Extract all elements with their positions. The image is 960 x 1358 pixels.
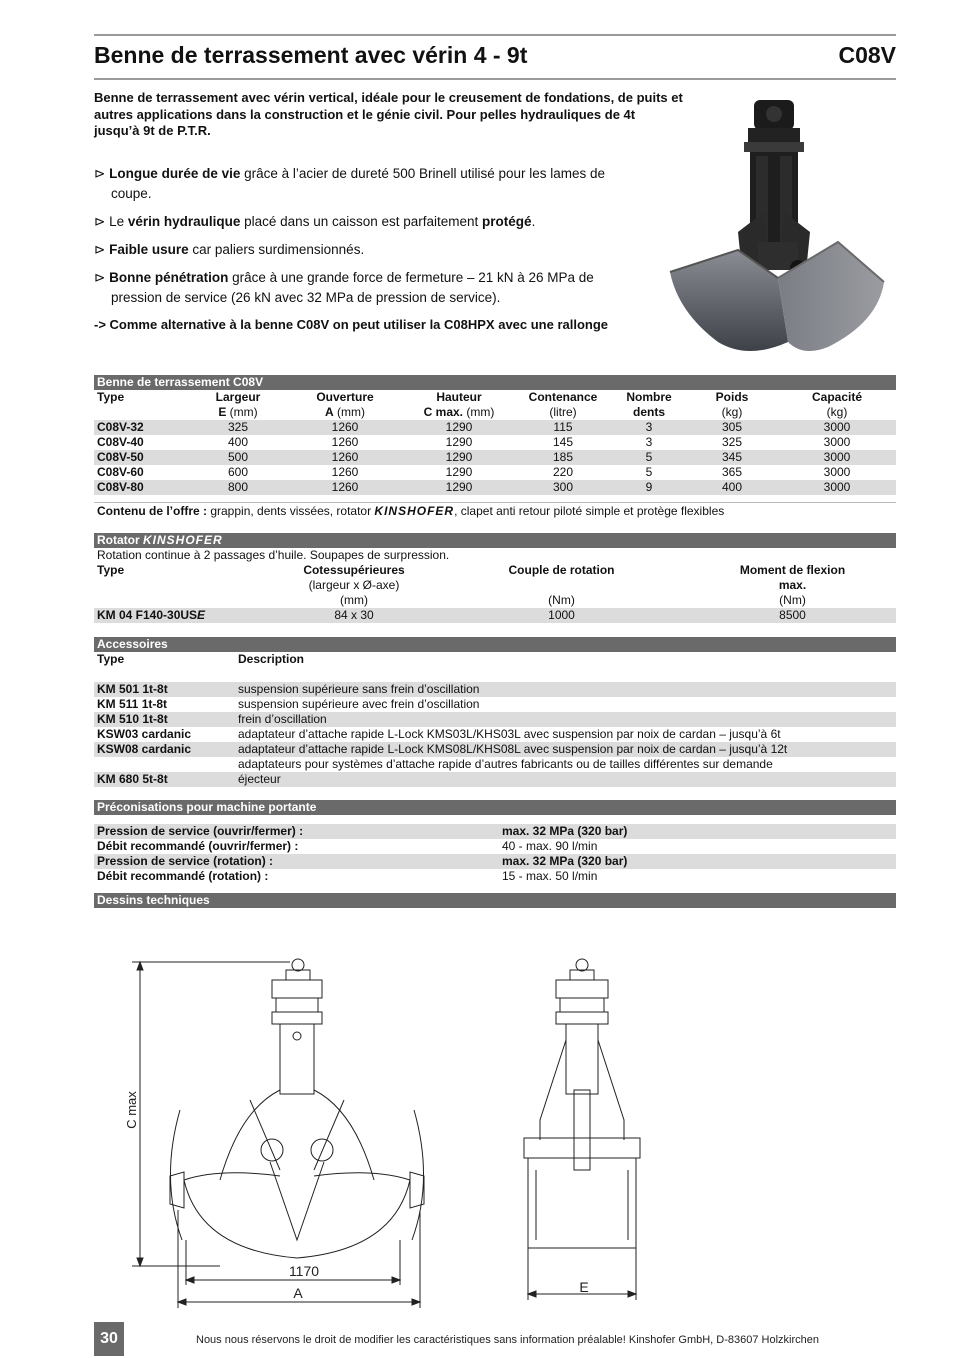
table-cell: 500 [190, 450, 286, 465]
col-header: Ouverture [316, 390, 374, 404]
accessory-type: KSW03 cardanic [97, 727, 192, 741]
table-cell: 305 [686, 420, 778, 435]
dim-label-e: E [579, 1279, 589, 1295]
model-type: C08V-80 [94, 480, 190, 495]
spec-label: Pression de service (ouvrir/fermer) : [94, 824, 499, 839]
table-cell: 115 [514, 420, 612, 435]
model-type: C08V-50 [94, 450, 190, 465]
table-cell: 145 [552, 435, 574, 449]
technical-drawing [100, 940, 660, 1320]
spec-label: Débit recommandé (rotation) : [97, 869, 269, 883]
bullet-marker-icon: ⊳ [94, 242, 106, 257]
table-cell: 400 [227, 435, 249, 449]
feature-item: ⊳ Bonne pénétration grâce à une grande force de fermeture – 21 kN à 26 MPa de pression de service (26 kN avec 32 MPa de pression de service). [94, 270, 594, 305]
dim-label-cmax: C max [124, 1091, 139, 1129]
table-cell: 1000 [434, 608, 689, 623]
brand-logo: KINSHOFER [143, 533, 223, 547]
feature-item: ⊳ Le vérin hydraulique placé dans un caisson est parfaitement protégé. [94, 214, 536, 229]
spec-value: 15 - max. 50 l/min [502, 869, 598, 883]
table-row [94, 772, 896, 787]
offer-contents: Contenu de l’offre : grappin, dents vissées, rotator KINSHOFER, clapet anti retour piloté simple et protège flexibles [97, 504, 725, 518]
col-header: Largeur [215, 390, 261, 404]
col-unit: (mm) [340, 593, 368, 607]
table-subheader-row [94, 593, 896, 608]
col-header: Nombre [626, 390, 672, 404]
table-cell: 3000 [778, 450, 896, 465]
table-row [94, 450, 896, 465]
accessory-description: éjecteur [235, 772, 896, 787]
accessory-description: adaptateur d’attache rapide L-Lock KMS03L/KHS03L avec suspension par noix de cardan – jusqu’à 6t [238, 727, 781, 741]
table-cell: 1290 [445, 465, 473, 479]
table-cell: 9 [612, 480, 686, 495]
accessory-type: KM 501 1t-8t [94, 682, 235, 697]
table-cell: 300 [514, 480, 612, 495]
table-header-row [94, 563, 896, 578]
table-header-row [94, 652, 896, 667]
table-cell: 325 [190, 420, 286, 435]
table-cell: 800 [190, 480, 286, 495]
accessory-description: adaptateur d’attache rapide L-Lock KMS08L/KHS08L avec suspension par noix de cardan – jusqu’à 12t [235, 742, 896, 757]
model-type: C08V-40 [97, 435, 144, 449]
col-header: Hauteur [436, 390, 482, 404]
table-cell: 3000 [823, 435, 851, 449]
dim-label-a: A [293, 1285, 303, 1301]
side-view-drawing [524, 959, 640, 1300]
table-cell: 325 [721, 435, 743, 449]
col-header: Moment de flexion [739, 563, 846, 577]
table-row [94, 435, 896, 450]
table-cell: 1260 [331, 465, 359, 479]
table-row [94, 712, 896, 727]
table-cell: 365 [721, 465, 743, 479]
col-header: Cotessupérieures [303, 563, 405, 577]
table-row [94, 480, 896, 495]
col-header: Poids [715, 390, 749, 404]
col-header: Type [97, 652, 125, 666]
spec-value: max. 32 MPa (320 bar) [499, 824, 896, 839]
col-unit: (Nm) [779, 593, 806, 607]
dim-label-1170: 1170 [288, 1263, 320, 1279]
table-row [94, 824, 896, 839]
alternative-note: -> Comme alternative à la benne C08V on peut utiliser la C08HPX avec une rallonge [94, 317, 609, 332]
table-cell: 3000 [778, 480, 896, 495]
table-row [94, 854, 896, 869]
intro-text: Benne de terrassement avec vérin vertical, idéale pour le creusement de fondations, de puits et autres applications dans la construction et le génie civil. Pour pelles hydrauliques de 4t jusqu’à 9t de P.T.R. [94, 90, 683, 138]
table-subheader-row [94, 405, 896, 420]
page-title: Benne de terrassement avec vérin 4 - 9t [94, 42, 528, 68]
accessory-type: KM 510 1t-8t [94, 712, 235, 727]
table-cell: 220 [552, 465, 574, 479]
col-header: Type [97, 563, 125, 577]
col-unit: dents [632, 405, 665, 419]
table-row [94, 757, 896, 772]
table-cell: 1290 [404, 420, 514, 435]
accessories-table [94, 652, 896, 787]
col-unit: (Nm) [548, 593, 575, 607]
table-cell: 84 x 30 [274, 608, 434, 623]
table-row [94, 420, 896, 435]
table-cell: 1260 [286, 480, 404, 495]
col-unit: A (mm) [325, 405, 365, 419]
rotator-description: Rotation continue à 2 passages d’huile. Soupapes de surpression. [97, 548, 450, 562]
col-unit: (kg) [721, 405, 743, 419]
table-row [94, 727, 896, 742]
spec-value: 40 - max. 90 l/min [502, 839, 598, 853]
accessory-type: KSW08 cardanic [94, 742, 235, 757]
col-unit: (kg) [826, 405, 848, 419]
table-row [94, 608, 896, 623]
brand-logo: KINSHOFER [374, 504, 455, 518]
col-unit: (litre) [549, 405, 577, 419]
table-cell: 3 [612, 420, 686, 435]
section-bar-benne: Benne de terrassement C08V [94, 375, 896, 390]
table-cell: 1260 [286, 450, 404, 465]
feature-item: ⊳ Faible usure car paliers surdimensionnés. [94, 242, 365, 257]
accessory-description: suspension supérieure sans frein d’oscillation [235, 682, 896, 697]
table-cell: 8500 [689, 608, 896, 623]
col-header: Description [238, 652, 305, 666]
table-cell: 3 [645, 435, 653, 449]
spec-label: Pression de service (rotation) : [94, 854, 499, 869]
section-bar-accessories: Accessoires [94, 637, 896, 652]
machine-table [94, 824, 896, 884]
title-rule [94, 78, 896, 80]
rotator-type: KM 04 F140-30USE [94, 608, 274, 623]
table-cell: 3000 [778, 420, 896, 435]
feature-list [94, 164, 634, 316]
section-bar-machine: Préconisations pour machine portante [94, 800, 896, 815]
col-unit: max. [778, 578, 807, 592]
accessory-type: KM 511 1t-8t [97, 697, 168, 711]
accessory-type [94, 757, 235, 772]
offer-rule [94, 502, 896, 503]
footer-disclaimer: Nous nous réservons le droit de modifier les caractéristiques sans information préalable! Kinshofer GmbH, D-83607 Holzkirchen [196, 1334, 820, 1346]
col-header: Capacité [811, 390, 863, 404]
bullet-marker-icon: ⊳ [94, 166, 106, 181]
table-header-row [94, 390, 896, 405]
rotator-table [94, 563, 896, 623]
bullet-marker-icon: ⊳ [94, 214, 106, 229]
table-cell: 400 [686, 480, 778, 495]
table-cell: 185 [514, 450, 612, 465]
accessory-description: suspension supérieure avec frein d’oscillation [238, 697, 480, 711]
table-subheader-row [94, 578, 896, 593]
model-type: C08V-60 [97, 465, 144, 479]
table-row [94, 839, 896, 854]
model-type: C08V-32 [94, 420, 190, 435]
bullet-marker-icon: ⊳ [94, 270, 106, 285]
section-bar-rotator: Rotator KINSHOFER [94, 533, 896, 548]
front-view-drawing [132, 959, 424, 1308]
table-cell: 1260 [331, 435, 359, 449]
col-unit: C max. (mm) [423, 405, 495, 419]
page-number: 30 [94, 1322, 124, 1356]
accessory-description: adaptateurs pour systèmes d’attache rapide d’autres fabricants ou de tailles différentes sur demande [238, 757, 773, 771]
table-row [94, 682, 896, 697]
table-cell: 1290 [404, 480, 514, 495]
col-unit: E (mm) [218, 405, 258, 419]
table-row [94, 869, 896, 884]
feature-item: ⊳ Longue durée de vie grâce à l’acier de dureté 500 Brinell utilisé pour les lames de coupe. [94, 166, 606, 201]
col-header: Type [97, 390, 125, 404]
benne-table [94, 390, 896, 495]
product-code: C08V [838, 42, 896, 68]
table-row [94, 465, 896, 480]
table-row [94, 697, 896, 712]
table-cell: 1260 [286, 420, 404, 435]
top-rule [94, 34, 896, 36]
table-cell: 1290 [404, 450, 514, 465]
accessory-type: KM 680 5t-8t [94, 772, 235, 787]
spec-label: Débit recommandé (ouvrir/fermer) : [97, 839, 299, 853]
accessory-description: frein d’oscillation [235, 712, 896, 727]
table-cell: 345 [686, 450, 778, 465]
table-row [94, 742, 896, 757]
spec-value: max. 32 MPa (320 bar) [499, 854, 896, 869]
table-cell: 5 [612, 450, 686, 465]
section-bar-drawings: Dessins techniques [94, 893, 896, 908]
table-cell: 5 [645, 465, 653, 479]
table-cell: 1290 [445, 435, 473, 449]
col-header: Couple de rotation [508, 563, 615, 577]
table-cell: 600 [227, 465, 249, 479]
product-photo [668, 92, 888, 360]
col-unit: (largeur x Ø-axe) [308, 578, 400, 592]
table-cell: 3000 [823, 465, 851, 479]
col-header: Contenance [528, 390, 598, 404]
